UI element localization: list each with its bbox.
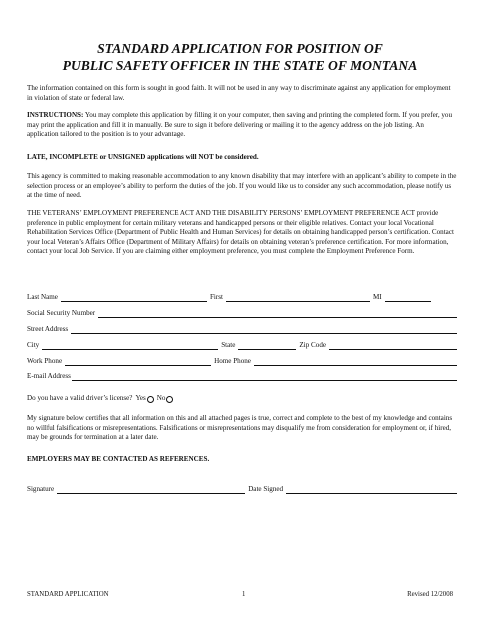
first-name-label: First [209, 293, 223, 301]
ssn-row [27, 308, 457, 318]
license-no-label: No [156, 394, 166, 402]
street-row [27, 324, 457, 334]
city-row [27, 340, 457, 350]
phone-row [27, 356, 457, 366]
state-label: State [221, 341, 236, 349]
email-row [27, 371, 457, 381]
street-address-field[interactable] [71, 326, 457, 334]
ssn-label: Social Security Number [27, 309, 96, 317]
date-signed-label: Date Signed [248, 485, 284, 493]
first-name-field[interactable] [226, 294, 370, 302]
work-phone-label: Work Phone [27, 357, 63, 365]
license-yes-radio[interactable] [147, 396, 154, 403]
street-address-label: Street Address [27, 325, 69, 333]
city-field[interactable] [42, 342, 218, 350]
state-field[interactable] [238, 342, 296, 350]
email-field[interactable] [72, 373, 457, 381]
home-phone-field[interactable] [254, 358, 457, 366]
instructions-label: INSTRUCTIONS: [27, 111, 84, 119]
last-name-field[interactable] [61, 294, 207, 302]
signature-row [27, 484, 457, 494]
title-line-2: PUBLIC SAFETY OFFICER IN THE STATE OF MONTANA [62, 58, 418, 73]
last-name-label: Last Name [27, 293, 58, 301]
work-phone-field[interactable] [65, 358, 211, 366]
zip-code-label: Zip Code [299, 341, 327, 349]
title-line-1: STANDARD APPLICATION FOR POSITION OF [97, 41, 383, 56]
certification-paragraph: My signature below certifies that all information on this and all attached pages is true, correct and complete to the best of my knowledge and contains no willful falsifications or misrepresentations. Falsifications or misrepresentations may disqualify me from consideration for employment or, if hired, may be grounds for termination at a later date. [27, 414, 453, 442]
intro-paragraph: The information contained on this form is sought in good faith. It will not be used in any way to discriminate against any application for employment in violation of state or federal law. [27, 84, 451, 102]
license-question: Do you have a valid driver’s license? [27, 394, 133, 402]
footer-revision: Revised 12/2008 [407, 591, 453, 598]
instructions-paragraph [27, 111, 457, 140]
mi-field[interactable] [385, 294, 431, 302]
ssn-field[interactable] [98, 310, 457, 318]
name-row [27, 292, 457, 302]
city-label: City [27, 341, 40, 349]
employers-notice: EMPLOYERS MAY BE CONTACTED AS REFERENCES. [27, 455, 210, 463]
late-warning: LATE, INCOMPLETE or UNSIGNED applications will NOT be considered. [27, 153, 259, 161]
veterans-preference-paragraph: THE VETERANS’ EMPLOYMENT PREFERENCE ACT AND THE DISABILITY PERSONS’ EMPLOYMENT PREFERENCE ACT provide preference in public employment for certain military veterans and handicapped persons or their eligible relatives. Contact your local Vocational Rehabilitation Services Office (Department of Public Health and Human Services) for details on obtaining handicapped person’s certification. Contact your local Veteran’s Affairs Office (Department of Military Affairs) for details on obtaining veteran’s preference certification. For more information, contact your local Job Service. If you are claiming either employment preference, you must complete the Employment Preference Form. [27, 209, 454, 256]
mi-label: MI [372, 293, 382, 301]
email-label: E-mail Address [27, 372, 71, 380]
date-signed-field[interactable] [286, 486, 457, 494]
footer-form-name: STANDARD APPLICATION [27, 591, 109, 598]
home-phone-label: Home Phone [214, 357, 251, 365]
license-no-radio[interactable] [166, 396, 173, 403]
license-yes-label: Yes [135, 394, 146, 402]
license-row [27, 393, 457, 403]
signature-field[interactable] [57, 486, 245, 494]
zip-code-field[interactable] [329, 342, 457, 350]
instructions-text: You may complete this application by filling it on your computer, then saving and printing the completed form. If you prefer, you may print the application and fill it in manually. Be sure to sign it before delivering or mailing it to the agency address on the job listing. An application tailored to the position is to your advantage. [27, 111, 453, 139]
signature-label: Signature [27, 485, 55, 493]
accommodation-paragraph: This agency is committed to making reasonable accommodation to any known disability that may interfere with an applicant’s ability to compete in the selection process or an employee’s ability to perform the duties of the job. If you would like us to consider any such accommodation, please notify us at the time of need. [27, 172, 457, 200]
footer-page-number: 1 [242, 591, 246, 598]
